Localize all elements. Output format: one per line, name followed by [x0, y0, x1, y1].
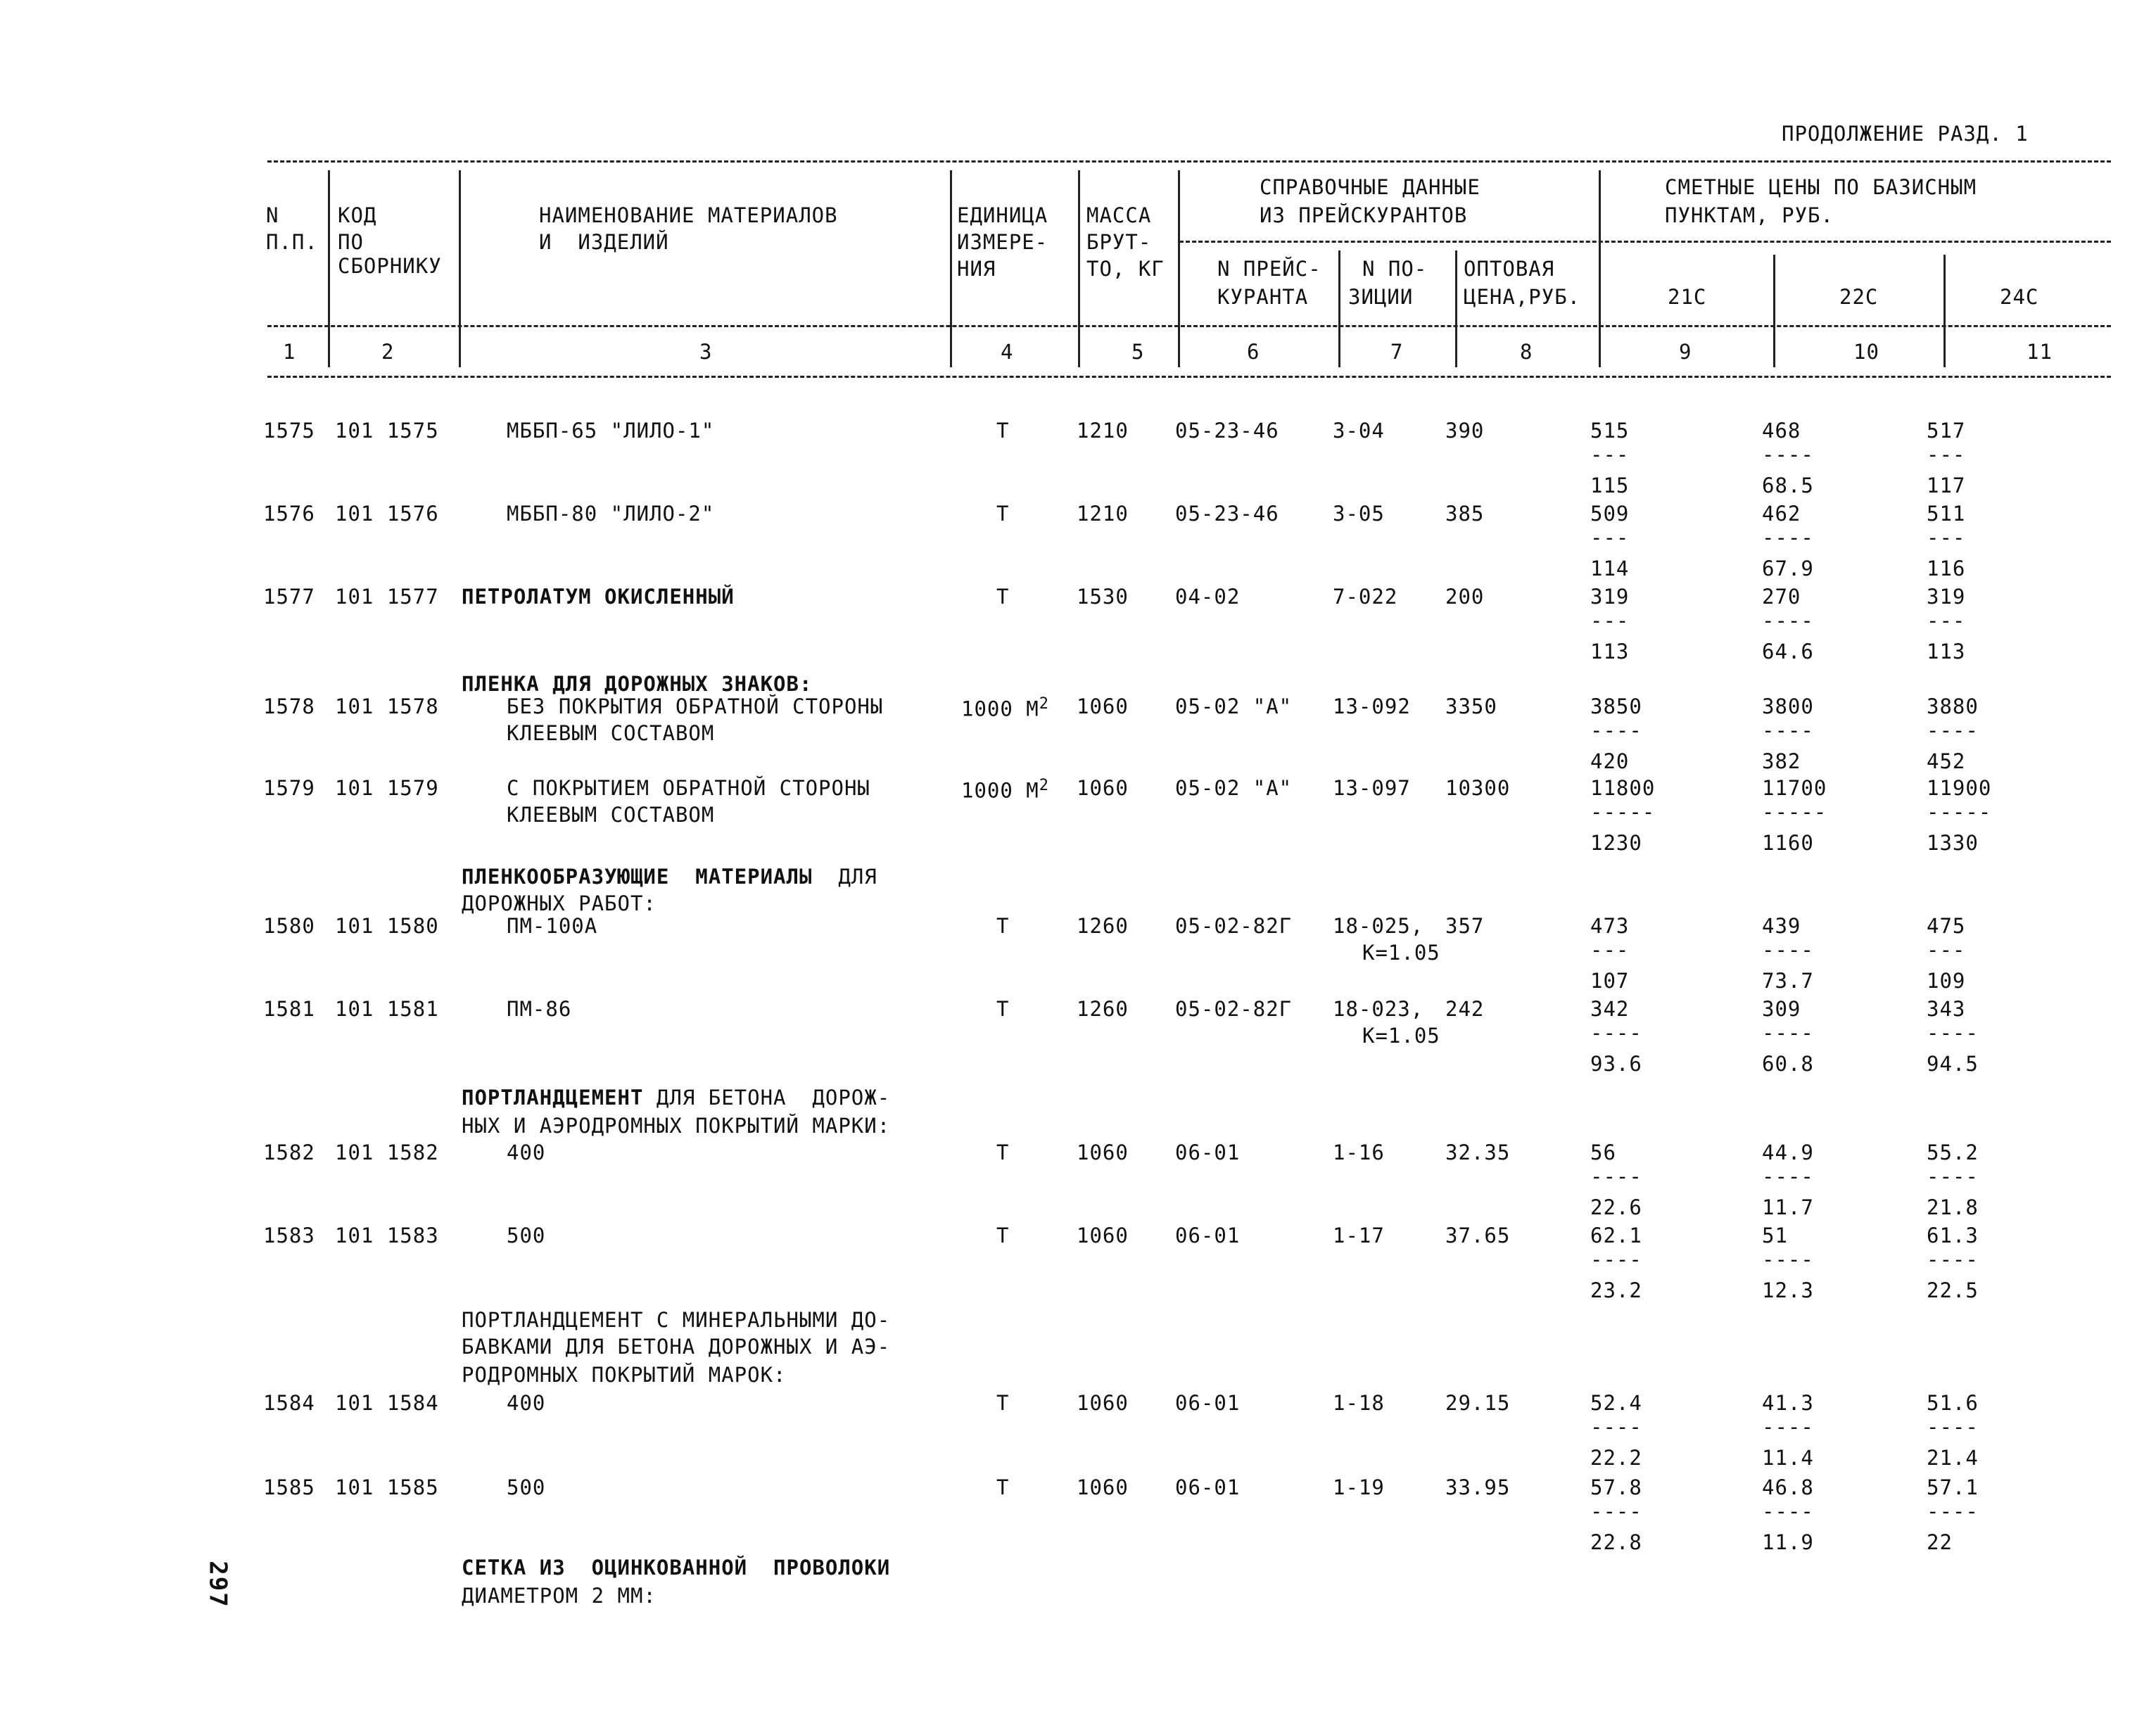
column-number: 4 [1001, 340, 1014, 364]
estimate-transport-24c: 21.8 [1927, 1195, 1979, 1219]
estimate-price-24c: 511 [1927, 502, 1966, 526]
row-number: 1581 [263, 997, 315, 1021]
row-position: 3-05 [1333, 502, 1385, 526]
row-number: 1578 [263, 694, 315, 718]
header-col5-line3: ТО, КГ [1086, 257, 1165, 281]
header-divider [459, 170, 461, 367]
row-mass: 1060 [1077, 694, 1129, 718]
header-divider [1455, 250, 1457, 367]
row-mass: 1210 [1077, 502, 1129, 526]
estimate-price-22c: 3800 [1762, 694, 1814, 718]
row-mass: 1210 [1077, 419, 1129, 443]
header-col4-line2: ИЗМЕРЕ- [957, 230, 1048, 254]
row-number: 1577 [263, 585, 315, 609]
header-col9: 21С [1668, 285, 1707, 309]
row-mass: 1260 [1077, 997, 1129, 1021]
estimate-price-22c: 309 [1762, 997, 1801, 1021]
row-mass: 1260 [1077, 914, 1129, 938]
row-position-line2: К=1.05 [1362, 1024, 1440, 1048]
row-mass: 1060 [1077, 776, 1129, 800]
estimate-divider-24c: ---- [1927, 1021, 1979, 1045]
header-col4-line3: НИЯ [957, 257, 996, 281]
header-col8-line1: ОПТОВАЯ [1464, 257, 1555, 281]
estimate-divider-21c: ---- [1590, 1164, 1642, 1188]
row-wholesale-price: 29.15 [1445, 1391, 1511, 1415]
row-unit: Т [996, 502, 1010, 526]
estimate-transport-21c: 23.2 [1590, 1278, 1642, 1302]
estimate-transport-21c: 114 [1590, 557, 1630, 580]
column-number: 1 [283, 340, 296, 364]
row-price-list: 06-01 [1175, 1141, 1241, 1164]
row-unit [961, 778, 1049, 801]
estimate-price-24c: 61.3 [1927, 1224, 1979, 1247]
row-wholesale-price: 10300 [1445, 776, 1511, 800]
group-heading-cement [462, 1088, 890, 1108]
estimate-divider-21c: ---- [1590, 1247, 1642, 1271]
header-bottom-rule [267, 376, 2111, 378]
header-col7-line2: ЗИЦИИ [1348, 285, 1414, 309]
row-name: ПЕТРОЛАТУМ ОКИСЛЕННЫЙ [462, 585, 735, 609]
estimate-divider-21c: --- [1590, 609, 1630, 633]
column-number: 11 [2027, 340, 2053, 364]
row-unit-superscript: 2 [1039, 695, 1050, 713]
estimate-transport-22c: 60.8 [1762, 1052, 1814, 1076]
estimate-divider-22c: ----- [1762, 800, 1827, 824]
estimate-price-22c: 462 [1762, 502, 1801, 526]
estimate-price-21c: 319 [1590, 585, 1630, 609]
row-position: 1-16 [1333, 1141, 1385, 1164]
estimate-price-22c: 439 [1762, 914, 1801, 938]
header-top-rule [267, 160, 2111, 163]
row-name-line2: КЛЕЕВЫМ СОСТАВОМ [507, 721, 715, 745]
estimate-transport-21c: 22.8 [1590, 1530, 1642, 1554]
column-number: 9 [1679, 340, 1692, 364]
column-number: 8 [1520, 340, 1533, 364]
estimate-price-22c: 46.8 [1762, 1475, 1814, 1499]
header-reference-group-line2: ИЗ ПРЕЙСКУРАНТОВ [1260, 203, 1468, 227]
row-mass: 1060 [1077, 1391, 1129, 1415]
estimate-divider-24c: ---- [1927, 1499, 1979, 1523]
header-col3-line2: И ИЗДЕЛИЙ [539, 230, 669, 254]
row-position: 1-18 [1333, 1391, 1385, 1415]
row-unit: Т [996, 1224, 1010, 1247]
estimate-transport-21c: 93.6 [1590, 1052, 1642, 1076]
column-number: 6 [1247, 340, 1260, 364]
estimate-divider-21c: ---- [1590, 1415, 1642, 1439]
row-price-list: 05-23-46 [1175, 502, 1279, 526]
row-price-list: 06-01 [1175, 1224, 1241, 1247]
row-position: 1-19 [1333, 1475, 1385, 1499]
header-col5-line2: БРУТ- [1086, 230, 1152, 254]
header-divider [328, 170, 330, 367]
estimate-price-22c: 44.9 [1762, 1141, 1814, 1164]
group-heading-cement-line2: НЫХ И АЭРОДРОМНЫХ ПОКРЫТИЙ МАРКИ: [462, 1114, 891, 1138]
estimate-price-22c: 11700 [1762, 776, 1827, 800]
row-wholesale-price: 390 [1445, 419, 1485, 443]
row-mass: 1060 [1077, 1475, 1129, 1499]
estimate-divider-21c: ---- [1590, 1021, 1642, 1045]
header-price-group-line1: СМЕТНЫЕ ЦЕНЫ ПО БАЗИСНЫМ [1665, 175, 1977, 199]
row-wholesale-price: 200 [1445, 585, 1485, 609]
estimate-divider-22c: ---- [1762, 1164, 1814, 1188]
row-unit: Т [996, 914, 1010, 938]
row-code: 101 1578 [335, 694, 439, 718]
estimate-divider-22c: ---- [1762, 938, 1814, 962]
estimate-transport-24c: 113 [1927, 640, 1966, 663]
header-col6-line2: КУРАНТА [1217, 285, 1309, 309]
row-unit-text: 1000 М [961, 697, 1039, 721]
group-heading-film-forming-line2: ДОРОЖНЫХ РАБОТ: [462, 891, 657, 915]
estimate-divider-24c: ---- [1927, 1164, 1979, 1188]
estimate-divider-24c: ----- [1927, 800, 1992, 824]
header-divider [1178, 170, 1180, 367]
row-name: МББП-65 "ЛИЛО-1" [507, 419, 715, 443]
estimate-transport-21c: 107 [1590, 969, 1630, 993]
estimate-divider-24c: --- [1927, 443, 1966, 466]
group-heading-rest: ДЛЯ [812, 865, 877, 889]
header-col1-line1: N [266, 203, 279, 227]
estimate-transport-21c: 115 [1590, 474, 1630, 497]
estimate-divider-21c: ----- [1590, 800, 1656, 824]
header-column-rule [267, 325, 2111, 327]
header-col2-line2: ПО [338, 230, 364, 254]
header-col8-line2: ЦЕНА,РУБ. [1464, 285, 1581, 309]
row-name: 500 [507, 1224, 546, 1247]
estimate-transport-22c: 68.5 [1762, 474, 1814, 497]
row-name: ПМ-100А [507, 914, 598, 938]
row-code: 101 1580 [335, 914, 439, 938]
header-col2-line1: КОД [338, 203, 377, 227]
estimate-divider-22c: ---- [1762, 526, 1814, 549]
row-number: 1585 [263, 1475, 315, 1499]
row-code: 101 1584 [335, 1391, 439, 1415]
row-name: МББП-80 "ЛИЛО-2" [507, 502, 715, 526]
header-col2-line3: СБОРНИКУ [338, 254, 442, 278]
estimate-price-24c: 475 [1927, 914, 1966, 938]
row-unit: Т [996, 997, 1010, 1021]
row-number: 1582 [263, 1141, 315, 1164]
page-number: 297 [203, 1561, 232, 1608]
row-price-list: 05-23-46 [1175, 419, 1279, 443]
estimate-divider-22c: ---- [1762, 718, 1814, 742]
header-divider [1943, 255, 1946, 367]
estimate-transport-24c: 117 [1927, 474, 1966, 497]
estimate-price-22c: 41.3 [1762, 1391, 1814, 1415]
row-unit [961, 697, 1049, 720]
row-number: 1579 [263, 776, 315, 800]
estimate-price-21c: 473 [1590, 914, 1630, 938]
row-unit: Т [996, 585, 1010, 609]
row-name-line2: КЛЕЕВЫМ СОСТАВОМ [507, 803, 715, 827]
estimate-price-21c: 56 [1590, 1141, 1616, 1164]
column-number: 10 [1853, 340, 1879, 364]
row-unit: Т [996, 1391, 1010, 1415]
estimate-transport-22c: 11.4 [1762, 1446, 1814, 1470]
estimate-divider-22c: ---- [1762, 1247, 1814, 1271]
row-unit-superscript: 2 [1039, 777, 1050, 794]
row-number: 1584 [263, 1391, 315, 1415]
header-price-group-line2: ПУНКТАМ, РУБ. [1665, 203, 1834, 227]
row-price-list: 05-02-82Г [1175, 914, 1293, 938]
column-number: 7 [1390, 340, 1404, 364]
row-wholesale-price: 242 [1445, 997, 1485, 1021]
estimate-transport-24c: 22.5 [1927, 1278, 1979, 1302]
row-code: 101 1585 [335, 1475, 439, 1499]
group-heading-film-forming [462, 867, 877, 887]
estimate-divider-22c: ---- [1762, 1021, 1814, 1045]
column-number: 3 [699, 340, 713, 364]
row-wholesale-price: 33.95 [1445, 1475, 1511, 1499]
estimate-divider-21c: --- [1590, 938, 1630, 962]
row-name: 400 [507, 1391, 546, 1415]
estimate-transport-24c: 452 [1927, 749, 1966, 773]
row-wholesale-price: 32.35 [1445, 1141, 1511, 1164]
estimate-transport-24c: 109 [1927, 969, 1966, 993]
estimate-divider-22c: ---- [1762, 1415, 1814, 1439]
row-mass: 1060 [1077, 1141, 1129, 1164]
estimate-transport-21c: 22.6 [1590, 1195, 1642, 1219]
header-col5-line1: МАССА [1086, 203, 1152, 227]
row-unit: Т [996, 419, 1010, 443]
header-col7-line1: N ПО- [1362, 257, 1428, 281]
estimate-price-21c: 342 [1590, 997, 1630, 1021]
row-name: С ПОКРЫТИЕМ ОБРАТНОЙ СТОРОНЫ [507, 776, 870, 800]
row-wholesale-price: 37.65 [1445, 1224, 1511, 1247]
estimate-divider-22c: ---- [1762, 1499, 1814, 1523]
row-price-list: 06-01 [1175, 1475, 1241, 1499]
estimate-transport-24c: 94.5 [1927, 1052, 1979, 1076]
estimate-divider-24c: ---- [1927, 1247, 1979, 1271]
row-position: 3-04 [1333, 419, 1385, 443]
header-divider [1338, 250, 1340, 367]
row-name: ПМ-86 [507, 997, 572, 1021]
row-position-line2: К=1.05 [1362, 941, 1440, 965]
group-heading-cement-mineral-line3: РОДРОМНЫХ ПОКРЫТИЙ МАРОК: [462, 1363, 787, 1387]
row-price-list: 04-02 [1175, 585, 1241, 609]
estimate-transport-24c: 22 [1927, 1530, 1953, 1554]
row-wholesale-price: 357 [1445, 914, 1485, 938]
estimate-transport-22c: 67.9 [1762, 557, 1814, 580]
estimate-price-22c: 468 [1762, 419, 1801, 443]
row-position: 7-022 [1333, 585, 1398, 609]
estimate-price-24c: 51.6 [1927, 1391, 1979, 1415]
row-name: БЕЗ ПОКРЫТИЯ ОБРАТНОЙ СТОРОНЫ [507, 694, 884, 718]
estimate-price-24c: 3880 [1927, 694, 1979, 718]
estimate-divider-24c: ---- [1927, 1415, 1979, 1439]
continuation-caption: ПРОДОЛЖЕНИЕ РАЗД. 1 [1782, 122, 2029, 146]
estimate-price-21c: 515 [1590, 419, 1630, 443]
column-number: 5 [1131, 340, 1145, 364]
estimate-price-24c: 11900 [1927, 776, 1992, 800]
estimate-divider-22c: ---- [1762, 609, 1814, 633]
estimate-price-22c: 270 [1762, 585, 1801, 609]
estimate-transport-22c: 11.9 [1762, 1530, 1814, 1554]
group-heading-bold: ПОРТЛАНДЦЕМЕНТ [462, 1086, 644, 1110]
group-heading-mesh-line1: СЕТКА ИЗ ОЦИНКОВАННОЙ ПРОВОЛОКИ [462, 1556, 891, 1580]
estimate-transport-22c: 64.6 [1762, 640, 1814, 663]
header-divider [1773, 255, 1775, 367]
header-divider [1599, 170, 1601, 367]
group-heading-cement-mineral-line1: ПОРТЛАНДЦЕМЕНТ С МИНЕРАЛЬНЫМИ ДО- [462, 1308, 891, 1332]
estimate-price-21c: 3850 [1590, 694, 1642, 718]
estimate-price-24c: 57.1 [1927, 1475, 1979, 1499]
header-col4-line1: ЕДИНИЦА [957, 203, 1048, 227]
row-number: 1580 [263, 914, 315, 938]
row-name: 400 [507, 1141, 546, 1164]
estimate-transport-21c: 113 [1590, 640, 1630, 663]
row-wholesale-price: 3350 [1445, 694, 1497, 718]
estimate-price-24c: 343 [1927, 997, 1966, 1021]
header-col1-line2: П.П. [266, 230, 318, 254]
row-wholesale-price: 385 [1445, 502, 1485, 526]
estimate-price-21c: 509 [1590, 502, 1630, 526]
column-number: 2 [381, 340, 395, 364]
estimate-transport-22c: 1160 [1762, 831, 1814, 855]
header-reference-group-line1: СПРАВОЧНЫЕ ДАННЫЕ [1260, 175, 1480, 199]
estimate-transport-22c: 382 [1762, 749, 1801, 773]
estimate-price-21c: 57.8 [1590, 1475, 1642, 1499]
estimate-divider-21c: ---- [1590, 718, 1642, 742]
estimate-divider-24c: ---- [1927, 718, 1979, 742]
row-price-list: 06-01 [1175, 1391, 1241, 1415]
row-number: 1576 [263, 502, 315, 526]
group-heading-film: ПЛЕНКА ДЛЯ ДОРОЖНЫХ ЗНАКОВ: [462, 672, 813, 696]
row-position: 13-092 [1333, 694, 1411, 718]
estimate-transport-22c: 11.7 [1762, 1195, 1814, 1219]
header-divider [950, 170, 952, 367]
estimate-transport-21c: 420 [1590, 749, 1630, 773]
estimate-price-24c: 319 [1927, 585, 1966, 609]
estimate-divider-21c: ---- [1590, 1499, 1642, 1523]
row-name: 500 [507, 1475, 546, 1499]
estimate-price-24c: 55.2 [1927, 1141, 1979, 1164]
estimate-transport-21c: 22.2 [1590, 1446, 1642, 1470]
row-mass: 1530 [1077, 585, 1129, 609]
estimate-divider-24c: --- [1927, 609, 1966, 633]
estimate-divider-21c: --- [1590, 443, 1630, 466]
header-col10: 22С [1839, 285, 1879, 309]
estimate-price-21c: 11800 [1590, 776, 1656, 800]
group-heading-cement-mineral-line2: БАВКАМИ ДЛЯ БЕТОНА ДОРОЖНЫХ И АЭ- [462, 1335, 891, 1359]
estimate-divider-22c: ---- [1762, 443, 1814, 466]
row-number: 1583 [263, 1224, 315, 1247]
header-divider [1078, 170, 1080, 367]
row-code: 101 1581 [335, 997, 439, 1021]
estimate-price-21c: 62.1 [1590, 1224, 1642, 1247]
group-heading-bold: ПЛЕНКООБРАЗУЮЩИЕ МАТЕРИАЛЫ [462, 865, 813, 889]
estimate-transport-22c: 12.3 [1762, 1278, 1814, 1302]
row-position: 1-17 [1333, 1224, 1385, 1247]
group-heading-rest: ДЛЯ БЕТОНА ДОРОЖ- [643, 1086, 891, 1110]
estimate-divider-24c: --- [1927, 526, 1966, 549]
row-unit: Т [996, 1475, 1010, 1499]
estimate-price-24c: 517 [1927, 419, 1966, 443]
row-unit: Т [996, 1141, 1010, 1164]
estimate-transport-24c: 1330 [1927, 831, 1979, 855]
row-code: 101 1583 [335, 1224, 439, 1247]
row-code: 101 1576 [335, 502, 439, 526]
row-price-list: 05-02-82Г [1175, 997, 1293, 1021]
header-subgroup-rule [1179, 241, 2111, 243]
row-mass: 1060 [1077, 1224, 1129, 1247]
row-code: 101 1575 [335, 419, 439, 443]
row-code: 101 1579 [335, 776, 439, 800]
row-price-list: 05-02 "А" [1175, 776, 1293, 800]
row-price-list: 05-02 "А" [1175, 694, 1293, 718]
group-heading-mesh-line2: ДИАМЕТРОМ 2 ММ: [462, 1584, 657, 1608]
row-unit-text: 1000 М [961, 778, 1039, 803]
row-number: 1575 [263, 419, 315, 443]
estimate-price-22c: 51 [1762, 1224, 1788, 1247]
row-position: 18-025, [1333, 914, 1424, 938]
estimate-price-21c: 52.4 [1590, 1391, 1642, 1415]
row-position: 18-023, [1333, 997, 1424, 1021]
estimate-transport-22c: 73.7 [1762, 969, 1814, 993]
row-code: 101 1582 [335, 1141, 439, 1164]
estimate-transport-24c: 21.4 [1927, 1446, 1979, 1470]
header-col11: 24С [2000, 285, 2039, 309]
header-col6-line1: N ПРЕЙС- [1217, 257, 1321, 281]
estimate-transport-21c: 1230 [1590, 831, 1642, 855]
estimate-transport-24c: 116 [1927, 557, 1966, 580]
row-code: 101 1577 [335, 585, 439, 609]
estimate-divider-21c: --- [1590, 526, 1630, 549]
row-position: 13-097 [1333, 776, 1411, 800]
estimate-divider-24c: --- [1927, 938, 1966, 962]
header-col3-line1: НАИМЕНОВАНИЕ МАТЕРИАЛОВ [539, 203, 838, 227]
